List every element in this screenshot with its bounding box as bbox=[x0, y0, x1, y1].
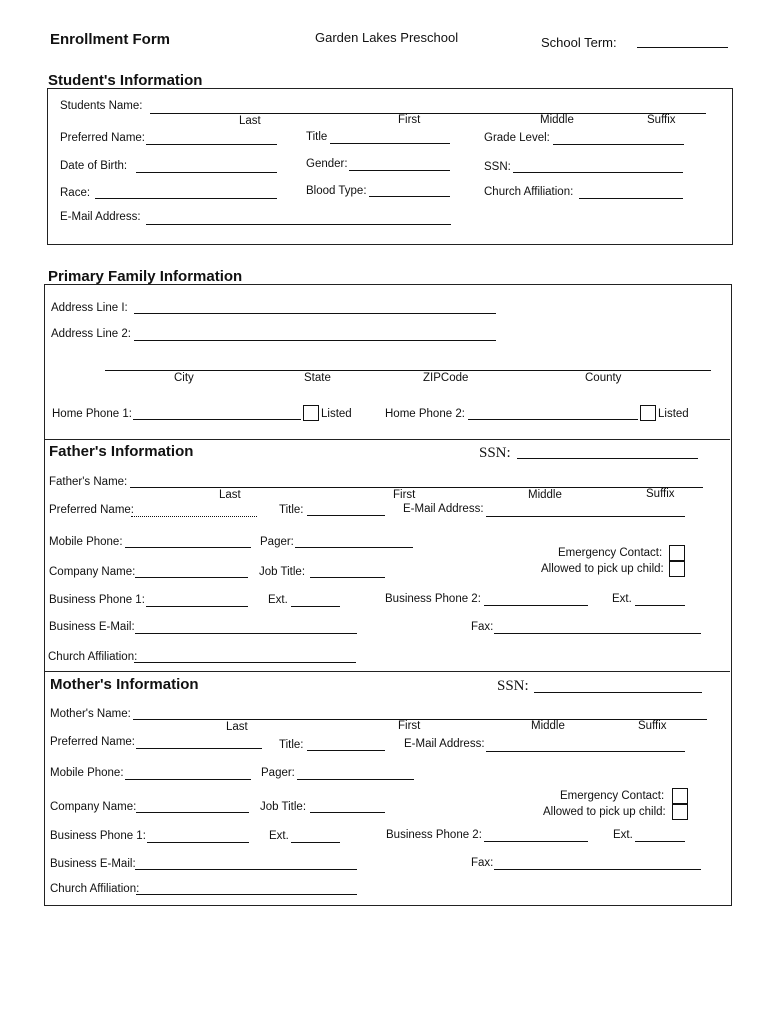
gender-label: Gender: bbox=[306, 158, 348, 170]
father-pager-field[interactable] bbox=[295, 547, 413, 548]
home-phone1-field[interactable] bbox=[133, 419, 301, 420]
home-phone2-listed-checkbox[interactable] bbox=[640, 405, 656, 421]
mother-mobile-field[interactable] bbox=[125, 779, 251, 780]
preferred-name-label: Preferred Name: bbox=[60, 132, 146, 144]
dob-label: Date of Birth: bbox=[60, 160, 128, 172]
father-church-field[interactable] bbox=[134, 662, 356, 663]
mother-job-field[interactable] bbox=[310, 812, 385, 813]
father-preferred-label: Preferred Name: bbox=[49, 504, 135, 516]
mother-title-label: Title: bbox=[279, 739, 304, 751]
home-phone1-listed-checkbox[interactable] bbox=[303, 405, 319, 421]
mother-pickup-checkbox[interactable] bbox=[672, 804, 688, 820]
divider-mother bbox=[44, 671, 730, 672]
mother-pickup-label: Allowed to pick up child: bbox=[543, 806, 666, 818]
father-pager-label: Pager: bbox=[260, 536, 294, 548]
mother-emergency-label: Emergency Contact: bbox=[560, 790, 665, 802]
mother-title-field[interactable] bbox=[307, 750, 385, 751]
email-label: E-Mail Address: bbox=[60, 211, 141, 223]
city-label: City bbox=[174, 372, 194, 384]
title-label: Title bbox=[306, 131, 328, 143]
state-label: State bbox=[304, 372, 331, 384]
school-term-label: School Term: bbox=[541, 35, 617, 50]
grade-level-label: Grade Level: bbox=[484, 132, 550, 144]
mother-pager-field[interactable] bbox=[297, 779, 414, 780]
father-name-field[interactable] bbox=[130, 487, 703, 488]
race-label: Race: bbox=[60, 187, 91, 199]
blood-type-field[interactable] bbox=[369, 196, 450, 197]
sub-label-last: Last bbox=[239, 115, 261, 127]
father-bemail-label: Business E-Mail: bbox=[49, 621, 135, 633]
church-label: Church Affiliation: bbox=[484, 186, 574, 198]
father-bphone1-field[interactable] bbox=[146, 606, 248, 607]
blood-type-label: Blood Type: bbox=[306, 185, 367, 197]
father-emergency-checkbox[interactable] bbox=[669, 545, 685, 561]
father-section-title: Father's Information bbox=[49, 443, 194, 460]
address1-label: Address Line I: bbox=[51, 302, 128, 314]
father-fax-field[interactable] bbox=[494, 633, 701, 634]
mother-sub-middle: Middle bbox=[531, 720, 565, 732]
mother-pager-label: Pager: bbox=[261, 767, 295, 779]
father-mobile-field[interactable] bbox=[125, 547, 251, 548]
father-title-label: Title: bbox=[279, 504, 304, 516]
father-mobile-label: Mobile Phone: bbox=[49, 536, 123, 548]
mother-sub-suffix: Suffix bbox=[638, 720, 667, 732]
home-phone2-label: Home Phone 2: bbox=[385, 408, 465, 420]
father-company-label: Company Name: bbox=[49, 566, 136, 578]
mother-bphone2-field[interactable] bbox=[484, 841, 588, 842]
father-preferred-field[interactable] bbox=[131, 516, 257, 517]
home-phone1-label: Home Phone 1: bbox=[52, 408, 132, 420]
mother-bphone2-label: Business Phone 2: bbox=[386, 829, 482, 841]
father-bphone2-field[interactable] bbox=[484, 605, 588, 606]
dob-field[interactable] bbox=[136, 172, 277, 173]
father-pickup-label: Allowed to pick up child: bbox=[541, 563, 664, 575]
title-field[interactable] bbox=[330, 143, 450, 144]
father-title-field[interactable] bbox=[307, 515, 385, 516]
sub-label-first: First bbox=[398, 114, 421, 126]
mother-ssn-field[interactable] bbox=[534, 692, 702, 693]
father-email-label: E-Mail Address: bbox=[403, 503, 484, 515]
school-term-field[interactable] bbox=[637, 47, 728, 48]
mother-preferred-label: Preferred Name: bbox=[50, 736, 136, 748]
mother-emergency-checkbox[interactable] bbox=[672, 788, 688, 804]
race-field[interactable] bbox=[95, 198, 277, 199]
family-section-title: Primary Family Information bbox=[48, 268, 243, 285]
father-fax-label: Fax: bbox=[471, 621, 494, 633]
mother-church-label: Church Affiliation: bbox=[50, 883, 140, 895]
father-ext1-field[interactable] bbox=[291, 606, 340, 607]
mother-email-label: E-Mail Address: bbox=[404, 738, 485, 750]
mother-ext1-field[interactable] bbox=[291, 842, 340, 843]
father-pickup-checkbox[interactable] bbox=[669, 561, 685, 577]
student-section-box bbox=[47, 88, 733, 245]
father-sub-last: Last bbox=[219, 489, 241, 501]
address2-label: Address Line 2: bbox=[51, 328, 131, 340]
mother-sub-last: Last bbox=[226, 721, 248, 733]
preferred-name-field[interactable] bbox=[146, 144, 277, 145]
address2-field[interactable] bbox=[134, 340, 496, 341]
mother-name-label: Mother's Name: bbox=[50, 708, 131, 720]
divider-father bbox=[44, 439, 730, 440]
mother-bphone1-field[interactable] bbox=[147, 842, 249, 843]
mother-ext1-label: Ext. bbox=[269, 830, 289, 842]
mother-bphone1-label: Business Phone 1: bbox=[50, 830, 146, 842]
father-job-label: Job Title: bbox=[259, 566, 306, 578]
mother-company-field[interactable] bbox=[136, 812, 249, 813]
home-phone2-field[interactable] bbox=[468, 419, 638, 420]
home-phone1-listed-label: Listed bbox=[321, 408, 352, 420]
mother-job-label: Job Title: bbox=[260, 801, 307, 813]
student-section-title: Student's Information bbox=[48, 72, 203, 89]
mother-section-title: Mother's Information bbox=[50, 676, 199, 693]
mother-bemail-field[interactable] bbox=[135, 869, 357, 870]
students-name-field[interactable] bbox=[150, 113, 706, 114]
father-sub-middle: Middle bbox=[528, 489, 562, 501]
ssn-field[interactable] bbox=[513, 172, 683, 173]
father-bphone1-label: Business Phone 1: bbox=[49, 594, 145, 606]
city-state-zip-field[interactable] bbox=[105, 370, 711, 371]
email-field[interactable] bbox=[146, 224, 451, 225]
home-phone2-listed-label: Listed bbox=[658, 408, 689, 420]
father-ssn-field[interactable] bbox=[517, 458, 698, 459]
mother-bemail-label: Business E-Mail: bbox=[50, 858, 136, 870]
mother-ext2-label: Ext. bbox=[613, 829, 633, 841]
father-emergency-label: Emergency Contact: bbox=[558, 547, 663, 559]
ssn-label: SSN: bbox=[484, 161, 511, 173]
father-sub-first: First bbox=[393, 489, 416, 501]
mother-church-field[interactable] bbox=[136, 894, 357, 895]
mother-fax-label: Fax: bbox=[471, 857, 494, 869]
father-bphone2-label: Business Phone 2: bbox=[385, 593, 481, 605]
mother-mobile-label: Mobile Phone: bbox=[50, 767, 124, 779]
mother-company-label: Company Name: bbox=[50, 801, 137, 813]
father-ext2-field[interactable] bbox=[635, 605, 685, 606]
father-church-label: Church Affiliation: bbox=[48, 651, 138, 663]
form-title: Enrollment Form bbox=[50, 31, 171, 48]
father-bemail-field[interactable] bbox=[135, 633, 357, 634]
father-email-field[interactable] bbox=[486, 516, 685, 517]
father-ext2-label: Ext. bbox=[612, 593, 632, 605]
gender-field[interactable] bbox=[349, 170, 450, 171]
mother-ext2-field[interactable] bbox=[635, 841, 685, 842]
sub-label-suffix: Suffix bbox=[647, 114, 676, 126]
father-job-field[interactable] bbox=[310, 577, 385, 578]
mother-preferred-field[interactable] bbox=[136, 748, 262, 749]
county-label: County bbox=[585, 372, 622, 384]
school-name: Garden Lakes Preschool bbox=[315, 30, 459, 45]
father-company-field[interactable] bbox=[135, 577, 248, 578]
mother-sub-first: First bbox=[398, 720, 421, 732]
father-ssn-label: SSN: bbox=[479, 445, 511, 461]
sub-label-middle: Middle bbox=[540, 114, 574, 126]
father-ext1-label: Ext. bbox=[268, 594, 288, 606]
zip-label: ZIPCode bbox=[423, 372, 469, 384]
father-sub-suffix: Suffix bbox=[646, 488, 675, 500]
mother-email-field[interactable] bbox=[486, 751, 685, 752]
mother-ssn-label: SSN: bbox=[497, 678, 529, 694]
grade-level-field[interactable] bbox=[553, 144, 684, 145]
address1-field[interactable] bbox=[134, 313, 496, 314]
students-name-label: Students Name: bbox=[60, 100, 143, 112]
church-field[interactable] bbox=[579, 198, 683, 199]
mother-fax-field[interactable] bbox=[494, 869, 701, 870]
father-name-label: Father's Name: bbox=[49, 476, 128, 488]
